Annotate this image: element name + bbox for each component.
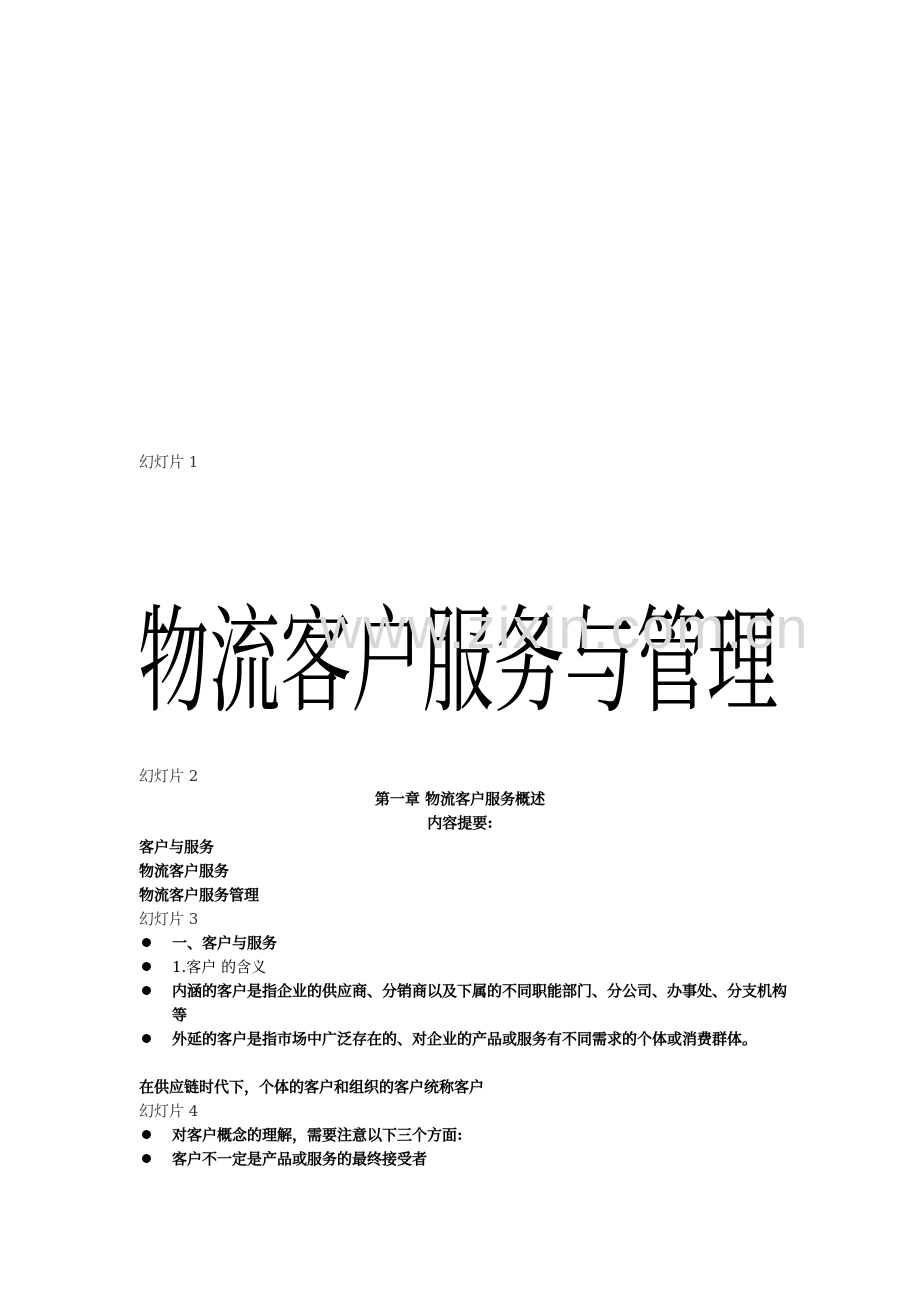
- slide-label-4: 幻灯片 4: [139, 1102, 199, 1120]
- slide-label-2: 幻灯片 2: [139, 767, 199, 785]
- watermark-text: www.zixin.com.cn: [320, 596, 810, 661]
- bullet-item: [139, 955, 789, 979]
- bullet-dot-icon: [142, 1154, 151, 1163]
- bullet-item: [139, 1123, 789, 1147]
- chapter-heading: 第一章 物流客户服务概述: [374, 790, 546, 808]
- contents-item: 物流客户服务管理: [139, 886, 260, 904]
- bullet-dot-icon: [142, 938, 151, 947]
- contents-subheading: 内容提要:: [427, 814, 493, 832]
- bullet-item: [139, 1027, 789, 1051]
- bullet-text: 客户不一定是产品或服务的最终接受者: [172, 1150, 428, 1168]
- bullet-item: [139, 1147, 789, 1171]
- bullet-dot-icon: [142, 986, 151, 995]
- slide-3-note: 在供应链时代下，个体的客户和组织的客户统称客户: [139, 1078, 485, 1096]
- slide-1-title: 物流客户服务与管理: [138, 595, 778, 730]
- contents-item: 物流客户服务: [139, 862, 230, 880]
- contents-item: 客户与服务: [139, 838, 215, 856]
- bullet-dot-icon: [142, 1034, 151, 1043]
- bullet-dot-icon: [142, 962, 151, 971]
- bullet-text: 内涵的客户是指企业的供应商、分销商以及下属的不同职能部门、分公司、办事处、分支机构等: [172, 982, 788, 1024]
- bullet-text: 1.客户 的含义: [172, 958, 267, 976]
- slide-label-3: 幻灯片 3: [139, 910, 199, 928]
- bullet-text: 对客户概念的理解，需要注意以下三个方面:: [172, 1126, 463, 1144]
- bullet-dot-icon: [142, 1130, 151, 1139]
- bullet-text: 外延的客户是指市场中广泛存在的、对企业的产品或服务有不同需求的个体或消费群体。: [172, 1030, 758, 1048]
- bullet-item: [139, 931, 789, 955]
- bullet-text: 一、客户与服务: [172, 934, 278, 952]
- slide-label-1: 幻灯片 1: [139, 453, 199, 471]
- bullet-item: [139, 979, 789, 1027]
